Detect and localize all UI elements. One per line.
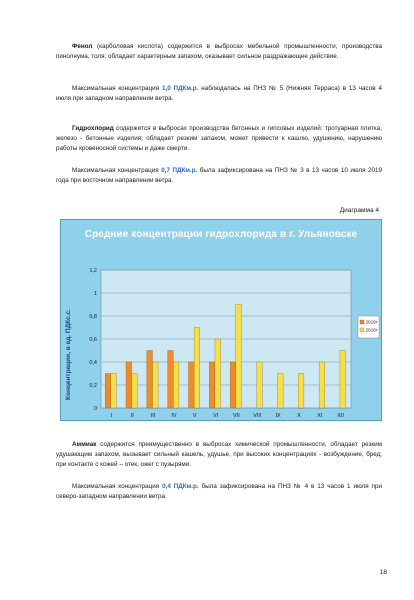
chart-bar: [147, 351, 153, 409]
hydrochloride-max-pre: Максимальная концентрация: [72, 167, 162, 174]
term-ammonia: Аммиак: [72, 441, 97, 448]
chart-x-tick-label: VII: [233, 413, 240, 419]
chart-container: [60, 219, 382, 421]
chart-x-tick-label: I: [110, 413, 113, 419]
chart-x-tick-label: VI: [212, 413, 219, 419]
chart-x-tick-label: IX: [275, 413, 281, 419]
chart-bar: [209, 362, 215, 408]
chart-bar: [298, 374, 304, 409]
chart-x-tick-label: XI: [317, 413, 323, 419]
chart-bar: [132, 374, 138, 409]
chart-bar: [168, 351, 174, 409]
ammonia-max-value: 0,4 ПДКм.р.: [162, 483, 199, 490]
chart-bar: [152, 362, 158, 408]
chart-legend-swatch: [360, 320, 364, 324]
page-number: 18: [379, 569, 387, 576]
term-hydrochloride: Гидрохлорид: [72, 125, 114, 132]
chart-y-tick-label: 0,8: [89, 314, 97, 320]
chart-bar: [236, 305, 242, 409]
chart-x-tick-label: II: [130, 413, 134, 419]
chart-bar: [111, 374, 117, 409]
paragraph-ammonia-max: [56, 482, 382, 502]
paragraph-hydrochloride: [56, 124, 382, 154]
hydrochloride-description: содержится в выбросах производства бетонных и гипсовых изделий: тротуарная плитка, железо - бетонные изделия; обладает резким запахом, может привести к кашлю, удушению, нарушению работы кровеносной системы и даже смерти.: [56, 125, 382, 152]
chart-bar: [319, 362, 325, 408]
chart-x-tick-label: VIII: [253, 413, 262, 419]
chart-bar: [105, 374, 111, 409]
chart-legend-swatch: [360, 328, 364, 332]
chart-bar: [257, 362, 263, 408]
phenol-max-value: 1,0 ПДКм.р.: [161, 85, 199, 92]
chart-y-tick-label: 1: [93, 291, 97, 297]
hydrochloride-max-value: 0,7 ПДКм.р.: [161, 167, 198, 174]
diagram-label: Диаграмма 4: [339, 207, 379, 214]
chart-y-tick-label: 0,4: [89, 360, 97, 366]
paragraph-hydrochloride-max: [56, 166, 382, 186]
chart-bar: [215, 339, 221, 408]
chart-bar: [173, 362, 179, 408]
chart-legend-label: 2018г: [365, 327, 378, 333]
hydrochloride-max-post: была зафиксирована на ПНЗ № 3 в 13 часов 10 июля 2019 года при восточном направлении ветра.: [56, 167, 382, 184]
chart-y-tick-label: 0: [93, 406, 97, 412]
chart-y-tick-label: 1,2: [89, 268, 97, 274]
chart-x-tick-label: IV: [171, 413, 177, 419]
term-phenol: Фенол: [72, 43, 93, 50]
chart-y-axis-label: Концентрации, в ед. ПДКс.с.: [65, 309, 72, 401]
ammonia-description: содержится преимущественно в выбросах химической промышленности, обладает резким удушающим запахом, вызывает сильный кашель, удушье, при высоких концентрациях - возбуждение, бред; при контакте с кожей – отек, ожег с пузырями.: [56, 441, 382, 468]
paragraph-ammonia: [56, 440, 382, 470]
chart-bar: [277, 374, 283, 409]
chart-x-tick-label: X: [297, 413, 301, 419]
phenol-max-pre: Максимальная концентрация: [72, 85, 162, 92]
chart-bar: [340, 351, 346, 409]
chart-bar: [194, 328, 200, 409]
chart-legend-label: 2019г: [365, 319, 378, 325]
chart-y-tick-label: 0,6: [89, 337, 97, 343]
chart-title: Средние концентрации гидрохлорида в г. Ульяновске: [84, 229, 358, 240]
chart-bar: [189, 362, 195, 408]
chart-x-tick-label: V: [192, 413, 197, 419]
chart-bar: [126, 362, 132, 408]
chart-svg: [61, 220, 381, 420]
chart-x-tick-label: III: [150, 413, 156, 419]
phenol-description: (карболовая кислота) содержится в выбросах мебельной промышленности, производства пинолеума, толя; обладает характерным запахом, оказывает сильное раздражающее действие.: [56, 43, 382, 60]
chart-y-tick-label: 0,2: [89, 383, 97, 389]
ammonia-max-pre: Максимальная концентрация: [72, 483, 163, 490]
chart-bar: [230, 362, 236, 408]
ammonia-max-post: была зафиксирована на ПНЗ № 4 в 13 часов 1 июля при северо-западном направлении ветра.: [56, 483, 382, 500]
phenol-max-post: наблюдалась на ПНЗ № 5 (Нижняя Терраса) в 13 часов 4 июля при западном направлении ветра.: [56, 85, 382, 102]
paragraph-phenol: [56, 42, 382, 62]
chart-x-tick-label: XII: [337, 413, 344, 419]
paragraph-phenol-max: [56, 84, 382, 104]
